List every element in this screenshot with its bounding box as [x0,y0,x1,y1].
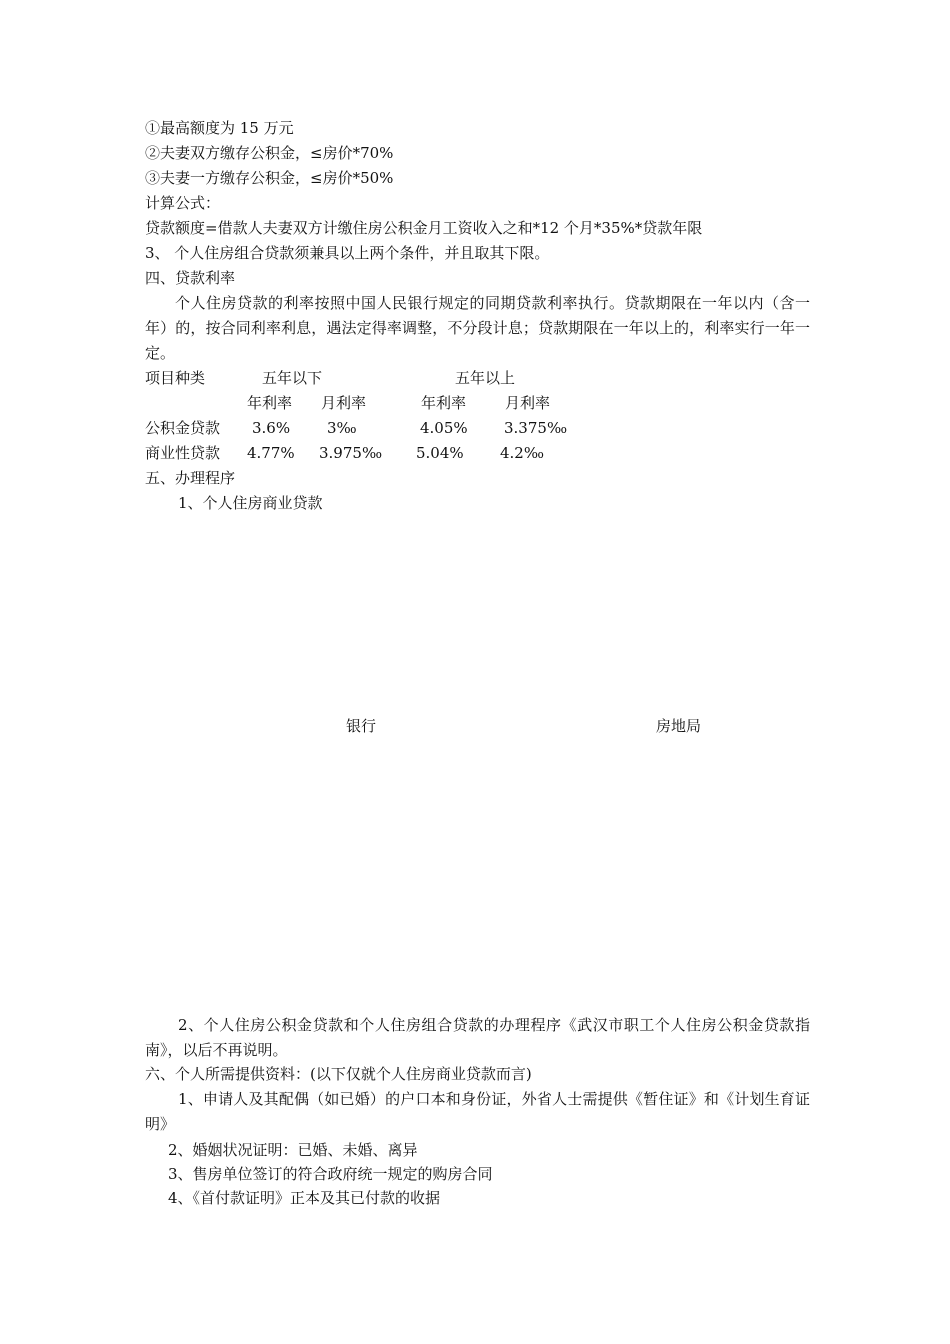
section-heading-materials: 六、个人所需提供资料：(以下仅就个人住房商业贷款而言) [145,1065,532,1083]
procedure-sub1: 1、个人住房商业贷款 [178,494,323,512]
diagram-label-real-estate-bureau: 房地局 [656,717,702,735]
formula-label: 计算公式： [145,194,221,212]
limit-item-2: ②夫妻双方缴存公积金，≤房价*70% [145,144,394,162]
row-value: 4.77% [247,444,295,462]
diagram-label-bank: 银行 [346,717,377,735]
table-header-type: 项目种类 [145,369,206,387]
table-header-under5: 五年以下 [262,369,323,387]
limit-item-3: ③夫妻一方缴存公积金，≤房价*50% [145,169,394,187]
section-heading-procedure: 五、办理程序 [145,469,236,487]
row-value: 3.975‰ [319,444,383,462]
table-header-annual-over5: 年利率 [421,394,467,412]
limit-item-1: ①最高额度为 15 万元 [145,119,294,137]
procedure-sub2: 2、个人住房公积金贷款和个人住房组合贷款的办理程序《武汉市职工个人住房公积金贷款指南》，以后不再说明。 [145,1016,810,1059]
table-header-monthly-over5: 月利率 [505,394,551,412]
table-header-annual-under5: 年利率 [247,394,293,412]
row-value: 5.04% [416,444,464,462]
table-header-monthly-under5: 月利率 [321,394,367,412]
row-value: 3.375‰ [504,419,568,437]
row-value: 3.6% [252,419,291,437]
section-heading-interest: 四、贷款利率 [145,269,236,287]
row-value: 3‰ [327,419,357,437]
material-item-4: 4、《首付款证明》正本及其已付款的收据 [168,1189,441,1207]
table-header-over5: 五年以上 [455,369,516,387]
formula-text: 贷款额度=借款人夫妻双方计缴住房公积金月工资收入之和*12 个月*35%*贷款年限 [145,219,703,237]
combined-loan-rule: 3、 个人住房组合贷款须兼具以上两个条件，并且取其下限。 [145,244,550,262]
row-value: 4.05% [420,419,468,437]
row-value: 4.2‰ [500,444,544,462]
material-item-1: 1、申请人及其配偶（如已婚）的户口本和身份证，外省人士需提供《暂住证》和《计划生育证明》 [145,1090,810,1133]
row-name: 公积金贷款 [145,419,221,437]
interest-paragraph: 个人住房贷款的利率按照中国人民银行规定的同期贷款利率执行。贷款期限在一年以内（含一年）的，按合同利率利息，遇法定得率调整，不分段计息；贷款期限在一年以上的，利率实行一年一定。 [145,294,810,362]
material-item-3: 3、售房单位签订的符合政府统一规定的购房合同 [168,1165,493,1183]
row-name: 商业性贷款 [145,444,221,462]
material-item-2: 2、婚姻状况证明：已婚、未婚、离异 [168,1141,418,1159]
